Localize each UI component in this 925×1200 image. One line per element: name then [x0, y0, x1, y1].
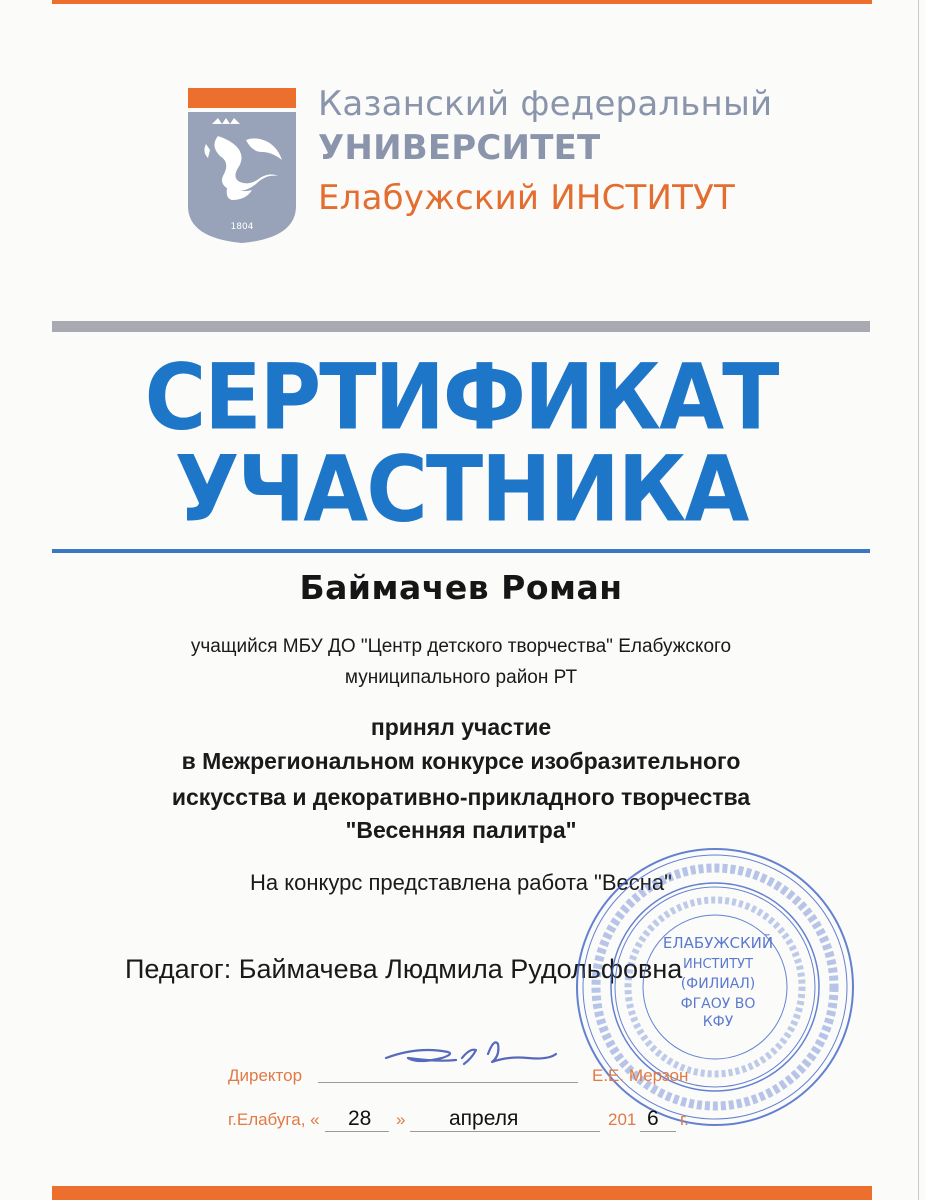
month-underline: [410, 1131, 600, 1132]
director-name: Е.Е. Мерзон: [592, 1066, 689, 1085]
svg-text:(ФИЛИАЛ): (ФИЛИАЛ): [680, 976, 756, 992]
svg-text:ИНСТИТУТ: ИНСТИТУТ: [682, 957, 754, 972]
recipient-description-line1: учащийся МБУ ДО "Центр детского творчества" Елабужского: [190, 636, 732, 657]
svg-text:ФГАОУ ВО: ФГАОУ ВО: [680, 996, 756, 1012]
day-underline: [325, 1131, 389, 1132]
university-logo: [188, 88, 296, 243]
university-name-line2: УНИВЕРСИТЕТ: [318, 128, 601, 168]
date-close-quote: »: [396, 1110, 406, 1129]
submitted-work: На конкурс представлена работа "Весна": [250, 870, 672, 895]
director-signature: [378, 1028, 578, 1083]
teacher-name: Педагог: Баймачева Людмила Рудольфовна: [125, 954, 683, 984]
date-day: 28: [348, 1107, 372, 1130]
top-orange-bar: [52, 0, 872, 4]
svg-text:1804: 1804: [230, 222, 254, 232]
university-name-line1: Казанский федеральный: [318, 84, 773, 124]
recipient-description-line2: муниципального район РТ: [344, 667, 578, 688]
date-month: апреля: [449, 1107, 519, 1130]
statement-line2: в Межрегиональном конкурсе изобразительного: [181, 748, 741, 774]
bottom-orange-bar: [52, 1186, 872, 1200]
official-stamp: [570, 842, 860, 1132]
recipient-name: Баймачев Роман: [299, 568, 623, 607]
dragon-emblem-icon: [188, 88, 296, 243]
svg-text:КФУ: КФУ: [702, 1014, 734, 1030]
date-year-digit: 6: [647, 1107, 659, 1130]
date-city-prefix: г.Елабуга, «: [228, 1110, 320, 1129]
contest-name: "Весенняя палитра": [345, 817, 577, 843]
date-year-suffix: г.: [680, 1110, 689, 1129]
paper-edge: [918, 0, 919, 1200]
certificate-title-line2: УЧАСТНИКА: [174, 436, 748, 542]
gray-divider: [52, 321, 870, 332]
svg-text:ЕЛАБУЖСКИЙ: ЕЛАБУЖСКИЙ: [662, 934, 774, 952]
date-year-prefix: 201: [608, 1110, 637, 1129]
institute-name: Елабужский ИНСТИТУТ: [318, 178, 735, 218]
year-underline: [640, 1131, 676, 1132]
certificate-title-line1: СЕРТИФИКАТ: [144, 344, 778, 450]
statement-line1: принял участие: [370, 714, 552, 740]
statement-line3: искусства и декоративно-прикладного творчества: [171, 784, 751, 810]
blue-divider: [52, 549, 870, 553]
director-label: Директор: [228, 1066, 303, 1085]
